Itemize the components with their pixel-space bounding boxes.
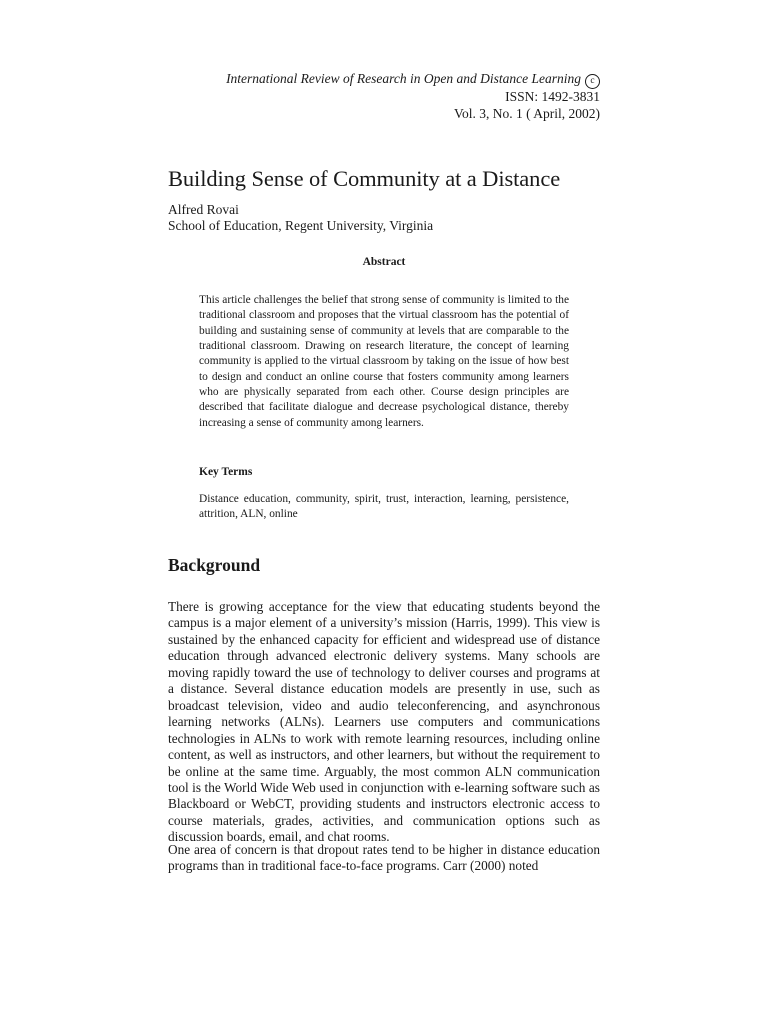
body-paragraph: There is growing acceptance for the view that educating students beyond the campus is a major element of a university’s mission (Harris, 1999). This view is sustained by the enhanced capacity for efficient and widespread use of distance education through advanced electronic delivery systems. Many schools are moving rapidly toward the use of technology to deliver courses and programs at a distance. Several distance education models are presently in use, such as broadcast television, video and audio teleconferencing, and asynchronous learning networks (ALNs). Learners use computers and communications technologies in ALNs to work with remote learning resources, including online content, as well as instructors, and other learners, but without the requirement to be online at the same time. Arguably, the most common ALN communication tool is the World Wide Web used in conjunction with e-learning software such as Blackboard or WebCT, providing students and instructors electronic access to course materials, grades, activities, and communication options such as discussion boards, email, and chat rooms. bbox=[168, 599, 600, 845]
journal-header bbox=[226, 71, 600, 122]
paper-title: Building Sense of Community at a Distance bbox=[168, 166, 561, 191]
author-block bbox=[168, 202, 433, 234]
issn: ISSN: 1492-3831 bbox=[505, 89, 600, 104]
abstract-heading: Abstract bbox=[362, 256, 406, 268]
key-terms-text: Distance education, community, spirit, trust, interaction, learning, persistence, attrition, ALN, online bbox=[199, 493, 569, 521]
volume-info: Vol. 3, No. 1 ( April, 2002) bbox=[453, 105, 600, 121]
journal-name: International Review of Research in Open and Distance Learning bbox=[226, 71, 581, 86]
author-name: Alfred Rovai bbox=[168, 202, 239, 217]
author-affiliation: School of Education, Regent University, Virginia bbox=[168, 218, 434, 233]
abstract-text: This article challenges the belief that strong sense of community is limited to the traditional classroom and proposes that the virtual classroom has the potential of building and sustaining sense of community at levels that are comparable to the traditional classroom. Drawing on research literature, the concept of learning community is applied to the virtual classroom by taking on the issue of how best to design and conduct an online course that fosters community among learners who are physically separated from each other. Course design principles are described that facilitate dialogue and decrease psychological distance, thereby increasing a sense of community among learners. bbox=[199, 294, 569, 429]
journal-name-line bbox=[226, 71, 600, 89]
key-terms-heading: Key Terms bbox=[199, 466, 253, 478]
copyright-icon: c bbox=[585, 74, 600, 89]
body-paragraph: One area of concern is that dropout rates tend to be higher in distance education programs than in traditional face-to-face programs. Carr (2000) noted bbox=[168, 842, 600, 874]
section-heading-background: Background bbox=[168, 555, 261, 575]
